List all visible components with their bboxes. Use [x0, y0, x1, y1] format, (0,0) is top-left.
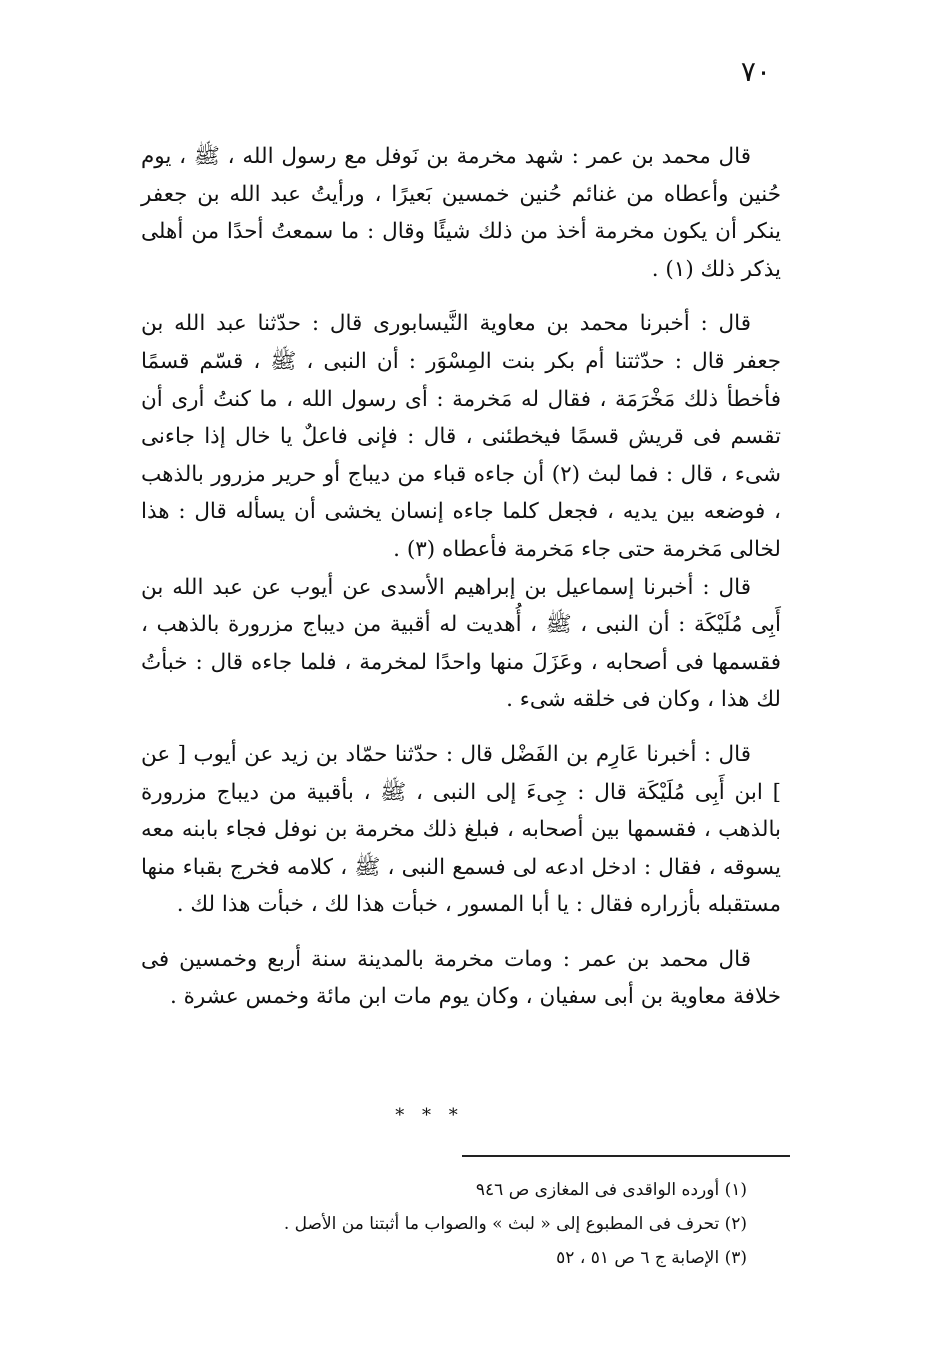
- footnote-divider: [462, 1155, 790, 1157]
- paragraph: قال : أخبرنا إسماعيل بن إبراهيم الأسدى عن أيوب عن عبد الله بن أَبِى مُلَيْكَة : أن النبى ، ﷺ ، أُهديت له أقبية من ديباج مزرورة بالذهب ، فقسمها فى أصحابه ، وعَزَلَ منها واحدًا لمخرمة ، فلما جاءه قال : خبأتُ لك هذا ، وكان فى خلقه شىء .: [141, 574, 781, 713]
- section-separator: [0, 1105, 931, 1126]
- paragraph: قال محمد بن عمر : ومات مخرمة بالمدينة سنة أربع وخمسين فى خلافة معاوية بن أبى سفيان ، وكان يوم مات ابن مائة وخمس عشرة .: [141, 946, 781, 1010]
- footnote: (١) أورده الواقدى فى المغازى ص ٩٤٦: [475, 1180, 747, 1200]
- footnotes: [141, 1173, 781, 1275]
- paragraph: قال : أخبرنا عَارِم بن الفَضْل قال : حدّثنا حمّاد بن زيد عن أيوب [ عن ] ابن أَبِى مُلَيْكَة قال : جِىءَ إلى النبى ، ﷺ ، بأقبية من ديباج مزرورة بالذهب ، فقسمها بين أصحابه ، فبلغ ذلك مخرمة بن نوفل فجاء بابنه معه يسوقه ، فقال : ادخل ادعه لى فسمع النبى ، ﷺ ، كلامه فخرج بقباء منها مستقبله بأزراره فقال : يا أبا المسور ، خبأت هذا لك ، خبأت هذا لك .: [141, 741, 781, 918]
- page-number: ٧٠: [740, 55, 771, 88]
- separator-stars: * * *: [395, 1105, 464, 1126]
- main-text: [141, 138, 781, 1016]
- footnote: (٣) الإصابة ج ٦ ص ٥١ ، ٥٢: [556, 1248, 747, 1268]
- paragraph: قال محمد بن عمر : شهد مخرمة بن نَوفل مع رسول الله ، ﷺ ، يوم حُنين وأعطاه من غنائم حُنين خمسين بَعيرًا ، ورأيتُ عبد الله بن جعفر ينكر أن يكون مخرمة أخذ من ذلك شيئًا وقال : ما سمعتُ أحدًا من أهلى يذكر ذلك (١) .: [141, 144, 781, 282]
- paragraph: قال : أخبرنا محمد بن معاوية النَّيسابورى قال : حدّثنا عبد الله بن جعفر قال : حدّثتنا أم بكر بنت المِسْوَر : أن النبى ، ﷺ ، قسّم قسمًا فأخطأ ذلك مَخْرَمَة ، فقال له مَخرمة : أى رسول الله ، ما كنتُ أرى أن تقسم فى قريش قسمًا فيخطئنى ، قال : فإنى فاعلٌ يا خال إذا جاءنى شىء ، قال : فما لبث (٢) أن جاءه قباء من ديباج أو حرير مزرور بالذهب ، فوضعه بين يديه ، فجعل كلما جاءه إنسان يخشى أن يسأله قال : هذا لخالى مَخرمة حتى جاء مَخرمة فأعطاه (٣) .: [141, 311, 781, 562]
- footnote: (٢) تحرف فى المطبوع إلى « لبث » والصواب ما أثبتنا من الأصل .: [283, 1214, 747, 1234]
